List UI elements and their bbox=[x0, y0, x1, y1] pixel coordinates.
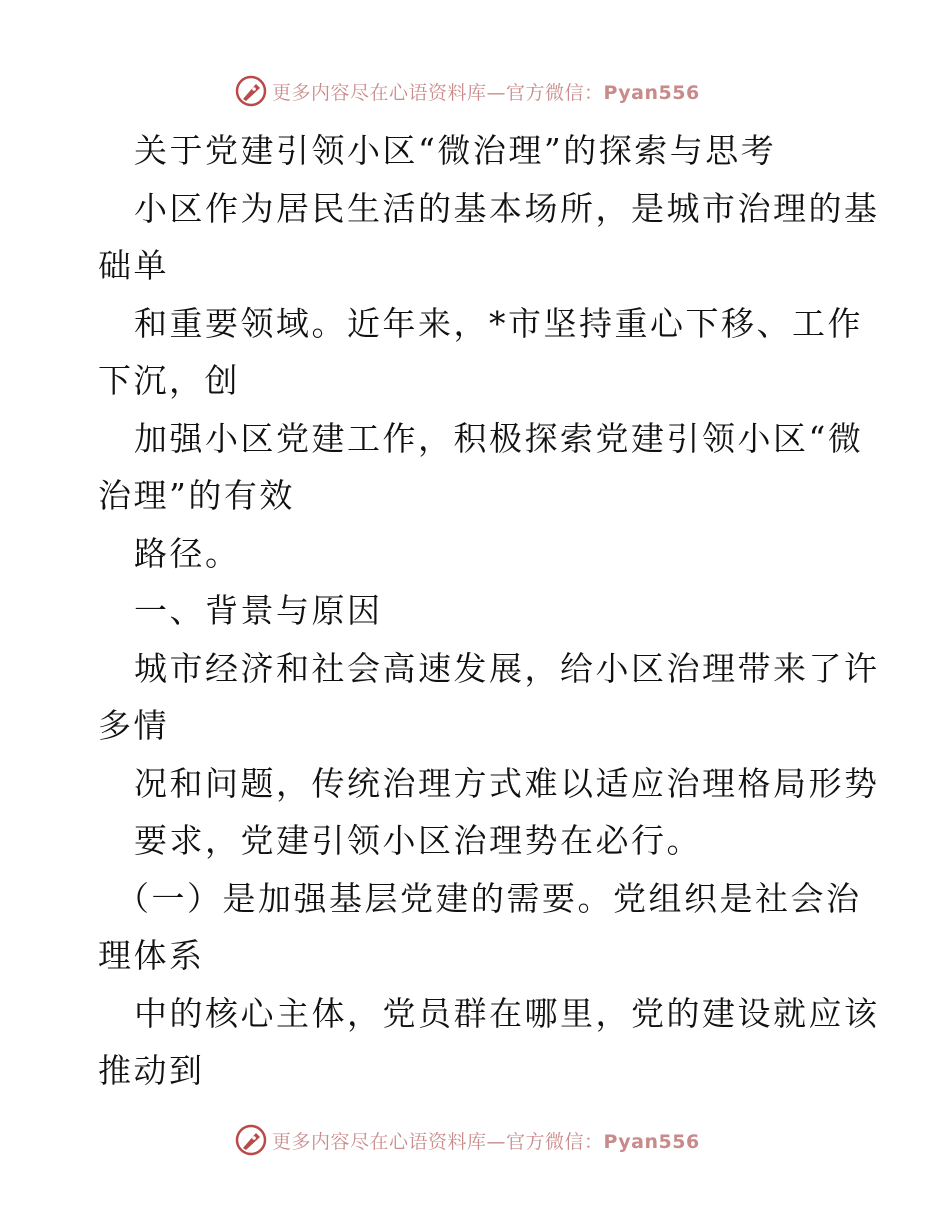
text-line: 多情 bbox=[98, 706, 169, 745]
text-line: 加强小区党建工作，积极探索党建引领小区“微 bbox=[134, 418, 864, 458]
document-body bbox=[98, 122, 880, 1100]
text-line: 路径。 bbox=[134, 533, 241, 573]
text-line: 况和问题，传统治理方式难以适应治理格局形势 bbox=[134, 763, 880, 803]
pen-nib-logo-icon bbox=[234, 1123, 268, 1157]
pen-nib-logo-icon bbox=[234, 74, 268, 108]
text-line: 理体系 bbox=[98, 936, 205, 975]
text-line: 推动到 bbox=[98, 1051, 205, 1090]
text-line: 治理”的有效 bbox=[98, 476, 295, 515]
watermark-text: 更多内容尽在心语资料库—官方微信：Pyan556 bbox=[272, 1130, 700, 1153]
header-watermark bbox=[234, 71, 700, 111]
text-line: 中的核心主体，党员群在哪里，党的建设就应该 bbox=[134, 993, 880, 1033]
footer-watermark bbox=[234, 1120, 700, 1160]
text-line: 小区作为居民生活的基本场所，是城市治理的基 bbox=[134, 188, 880, 228]
text-line: 城市经济和社会高速发展，给小区治理带来了许 bbox=[134, 648, 880, 688]
text-line: 下沉，创 bbox=[98, 361, 240, 400]
text-line: 关于党建引领小区“微治理”的探索与思考 bbox=[134, 131, 777, 170]
text-line: 要求，党建引领小区治理势在必行。 bbox=[134, 821, 702, 860]
text-line: 一、背景与原因 bbox=[134, 591, 383, 630]
text-line: （一）是加强基层党建的需要。党组织是社会治 bbox=[116, 878, 862, 918]
text-line: 和重要领域。近年来，*市坚持重心下移、工作 bbox=[134, 303, 863, 343]
text-line: 础单 bbox=[98, 246, 169, 285]
watermark-text: 更多内容尽在心语资料库—官方微信：Pyan556 bbox=[272, 81, 700, 104]
